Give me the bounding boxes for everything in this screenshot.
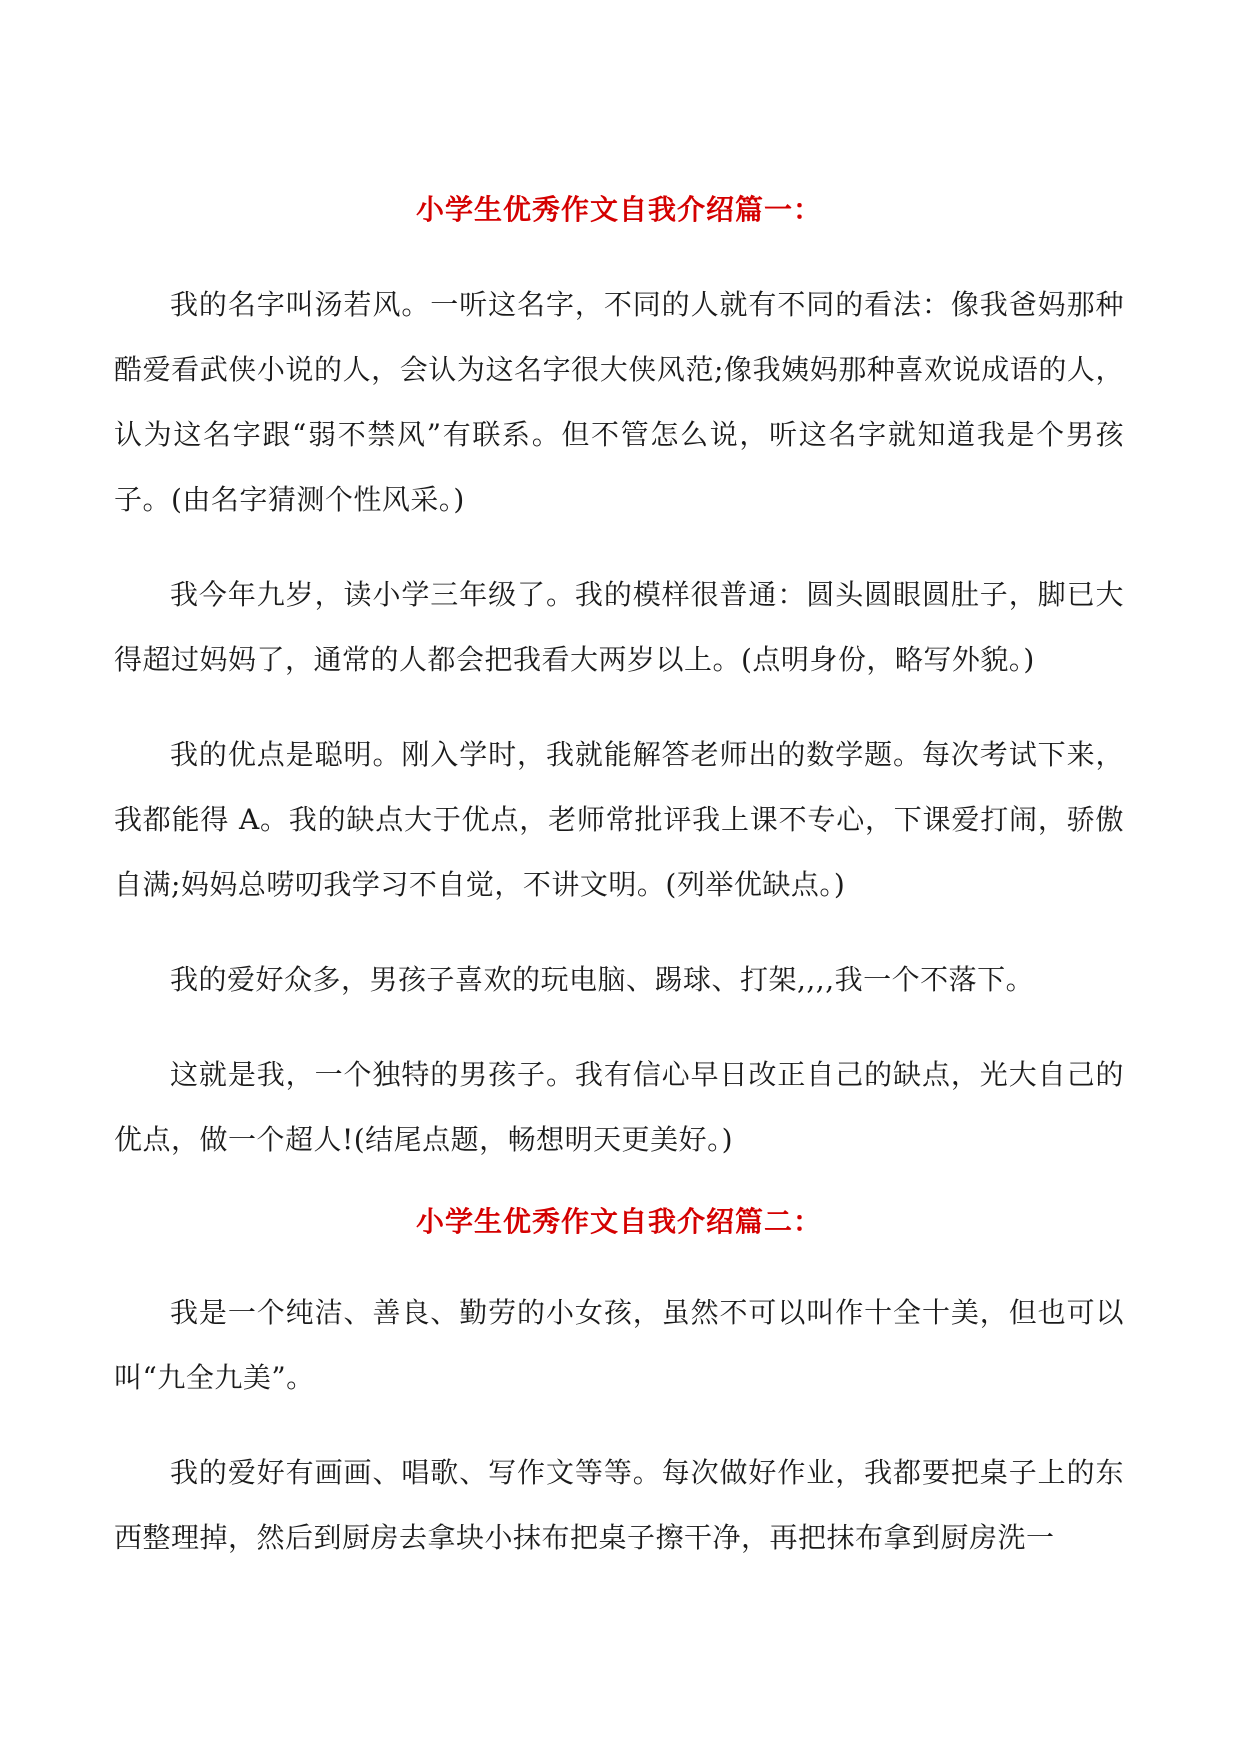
section-1-paragraph-1: 我的名字叫汤若风。一听这名字，不同的人就有不同的看法：像我爸妈那种酷爱看武侠小说的人，会认为这名字很大侠风范;像我姨妈那种喜欢说成语的人，认为这名字跟“弱不禁风”有联系。但不管怎么说，听这名字就知道我是个男孩子。(由名字猜测个性风采。) [114,288,1124,516]
section-1-paragraph-5: 这就是我，一个独特的男孩子。我有信心早日改正自己的缺点，光大自己的优点，做一个超人!(结尾点题，畅想明天更美好。) [114,1058,1124,1156]
document-body [114,190,1124,1600]
section-2-heading: 小学生优秀作文自我介绍篇二： [415,1205,822,1238]
section-1-paragraph-2: 我今年九岁，读小学三年级了。我的模样很普通：圆头圆眼圆肚子，脚已大得超过妈妈了，通常的人都会把我看大两岁以上。(点明身份，略写外貌。) [114,578,1124,676]
section-2-paragraph-2: 我的爱好有画画、唱歌、写作文等等。每次做好作业，我都要把桌子上的东西整理掉，然后到厨房去拿块小抹布把桌子擦干净，再把抹布拿到厨房洗一 [114,1456,1124,1554]
section-1-paragraph-4: 我的爱好众多，男孩子喜欢的玩电脑、踢球、打架,,,,我一个不落下。 [170,963,1035,996]
section-1-paragraph-3: 我的优点是聪明。刚入学时，我就能解答老师出的数学题。每次考试下来，我都能得 A。我的缺点大于优点，老师常批评我上课不专心，下课爱打闹，骄傲自满;妈妈总唠叨我学习不自觉，不讲文明。(列举优缺点。) [114,738,1124,901]
section-1-heading: 小学生优秀作文自我介绍篇一： [415,193,822,226]
section-2-paragraph-1: 我是一个纯洁、善良、勤劳的小女孩，虽然不可以叫作十全十美，但也可以叫“九全九美”。 [114,1296,1124,1394]
